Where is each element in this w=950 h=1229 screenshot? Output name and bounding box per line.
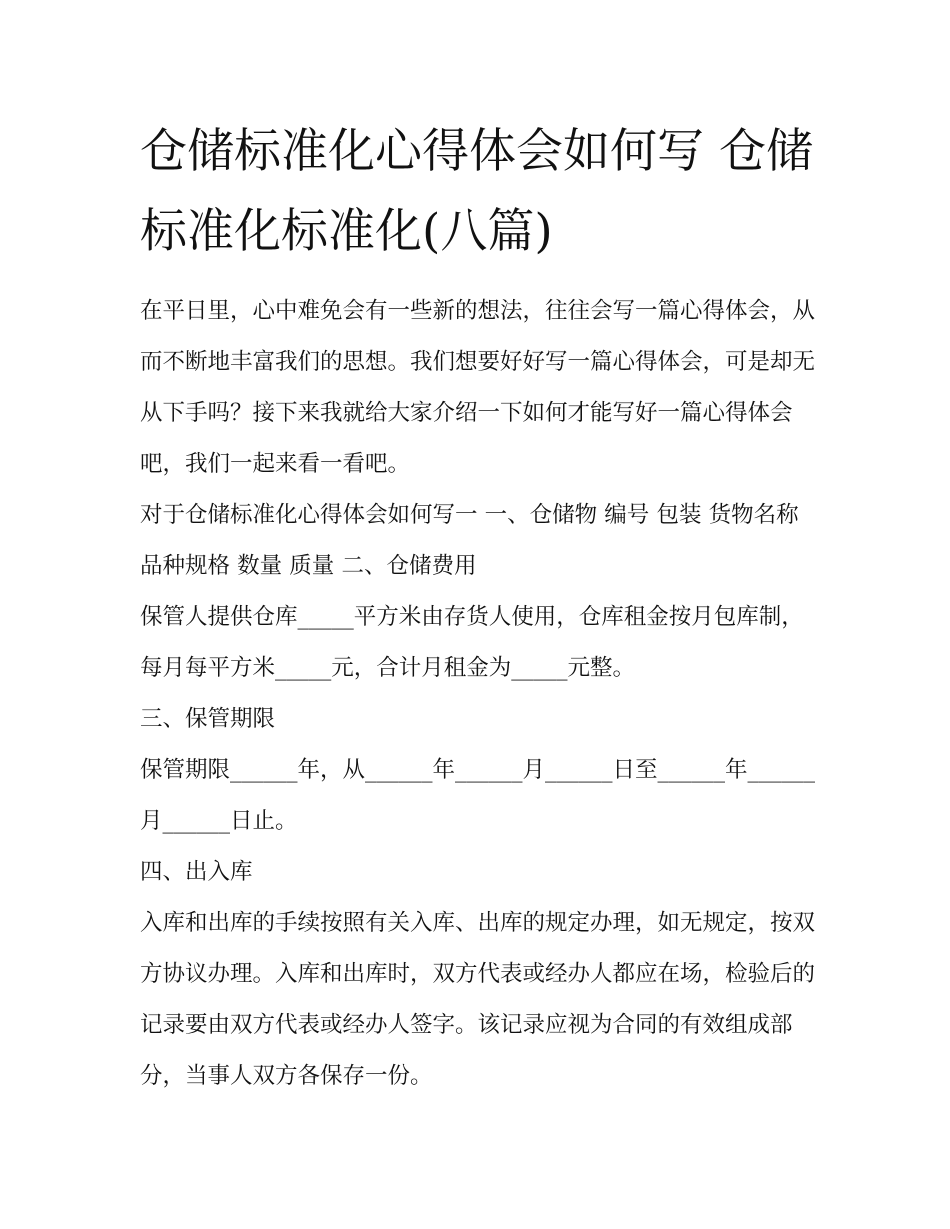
section-one-paragraph: 对于仓储标准化心得体会如何写一 一、仓储物 编号 包装 货物名称 品种规格 数量 质量 二、仓储费用 <box>140 502 806 579</box>
warehousing-procedure-paragraph: 入库和出库的手续按照有关入库、出库的规定办理，如无规定，按双方协议办理。入库和出库时，双方代表或经办人都应在场，检验后的记录要由双方代表或经办人签字。该记录应视为合同的有效组成部分，当事人双方各保存一份。 <box>140 910 816 1089</box>
intro-paragraph: 在平日里，心中难免会有一些新的想法，往往会写一篇心得体会，从而不断地丰富我们的思想。我们想要好好写一篇心得体会，可是却无从下手吗？接下来我就给大家介绍一下如何才能写好一篇心得体会吧，我们一起来看一看吧。 <box>140 298 816 477</box>
section-four-heading: 四、出入库 <box>140 859 253 885</box>
storage-period-paragraph: 保管期限______年，从______年______月______日至______年______月______日止。 <box>140 757 816 834</box>
section-three-heading: 三、保管期限 <box>140 706 276 732</box>
document-page <box>140 112 820 1102</box>
storage-fee-paragraph: 保管人提供仓库_____平方米由存货人使用，仓库租金按月包库制，每月每平方米_____元，合计月租金为_____元整。 <box>140 604 804 681</box>
document-title: 仓储标准化心得体会如何写 仓储标准化标准化(八篇) <box>140 124 813 259</box>
